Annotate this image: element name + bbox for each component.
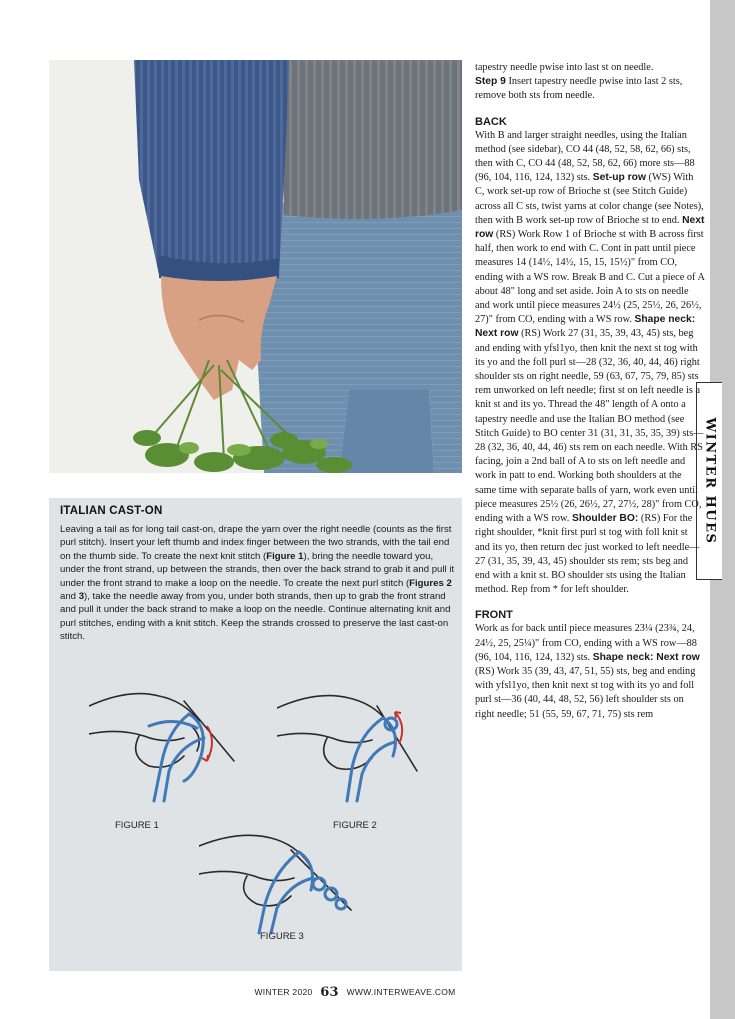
pattern-paragraph bbox=[475, 622, 705, 721]
pattern-text-column bbox=[475, 61, 705, 722]
text-run: (WS) With C, work set-up row of Brioche st (see Stitch Guide) across all C sts, twist yarns at color change (see Notes), then with B work set-up row of Brioche st to end. bbox=[475, 172, 704, 226]
figure-1-diagram bbox=[89, 686, 239, 808]
section-heading: FRONT bbox=[475, 609, 513, 622]
text-run: ), bring the needle toward you, under the front strand, up between the strands, then over the back strand to grab it and pull it under the front strand to make a loop on the needle. To create the next purl stitch ( bbox=[60, 550, 455, 589]
pattern-paragraph bbox=[475, 75, 705, 103]
figure-2-diagram bbox=[277, 686, 427, 808]
text-run: tapestry needle pwise into last st on needle. bbox=[475, 62, 654, 73]
figure-3-label: FIGURE 3 bbox=[260, 931, 304, 942]
text-run: ), take the needle away from you, under both strands, then up to grab the front strand and pull it under the back strand to make a loop on the needle. Continue alternating knit and purl stitches, ending with a knit stitch. Keep the strands crossed to preserve the last cast-on stitch. bbox=[60, 591, 451, 643]
figure-2-label: FIGURE 2 bbox=[333, 820, 377, 831]
section-tab-label: WINTER HUES bbox=[702, 417, 717, 545]
figure-1-label: FIGURE 1 bbox=[115, 820, 159, 831]
text-run: (RS) Work 27 (31, 35, 39, 43, 45) sts, beg and ending with yfsl1yo, then knit the next st tog with its yo and the foll purl st—28 (32, 36, 40, 44, 46) right shoulder sts on right needle, 59 (63, 67, 75, 79, 85) sts rem unworked on left needle; first st on left needle is a knit st and its yo. Thread the 48" length of A onto a tapestry needle and use the Italian BO method (see Stitch Guide) to BO center 31 (31, 31, 35, 35, 39) sts—28 (32, 36, 40, 44, 46) sts rem on each needle. With RS facing, join a 2nd ball of A to sts on left needle and work in patt to end. Working both shoulders at the same time with separate balls of yarn, work even until piece measures 25½ (26, 26½, 27, 27½, 28)" from CO, ending with a WS row. bbox=[475, 328, 704, 525]
sweater-photo-illustration bbox=[49, 60, 462, 473]
text-run: (RS) Work Row 1 of Brioche st with B across first half, then work to end with C. Cont in patt until piece measures 14 (14½, 14½, 15, 15, 15½)" from CO, ending with a WS row. Break B and C. Cut a piece of A about 48" long and set aside. Join A to sts on needle and work until piece measures 24½ (25, 25½, 26, 26½, 27)" from CO, ending with a WS row. bbox=[475, 229, 705, 326]
sidebar-body bbox=[60, 523, 456, 644]
figure-3-diagram bbox=[199, 828, 359, 938]
bold-term: Next row bbox=[475, 214, 705, 241]
sidebar-title: ITALIAN CAST-ON bbox=[60, 505, 163, 517]
text-run: (RS) For the right shoulder, *knit first purl st tog with foll knit st and its yo, then return dec just worked to left needle—27 (31, 35, 39, 43, 45) shoulder sts rem; sts beg and end with a knit st. BO shoulder sts using the Italian method. Rep from * for left shoulder. bbox=[475, 513, 700, 596]
page-footer bbox=[0, 985, 710, 1000]
bold-term: Step 9 bbox=[475, 76, 506, 88]
text-run: Leaving a tail as for long tail cast-on, drape the yarn over the right needle (counts as the first purl stitch). Insert your left thumb and index finger between the two strands, with the tail end on the thumb side. To create the next knit stitch ( bbox=[60, 524, 452, 562]
footer-issue: WINTER 2020 bbox=[254, 987, 313, 997]
footer-website: WWW.INTERWEAVE.COM bbox=[346, 987, 456, 997]
pattern-paragraph bbox=[475, 61, 705, 75]
section-heading: BACK bbox=[475, 115, 507, 128]
bold-term: Figures 2 bbox=[409, 577, 452, 589]
bold-term: Shoulder BO: bbox=[571, 513, 639, 525]
text-run: With B and larger straight needles, using the Italian method (see sidebar), CO 44 (48, 52, 58, 62, 66) sts, then with C, CO 44 (48, 52, 58, 62, 66) more sts—88 (96, 104, 116, 124, 132) sts. bbox=[475, 129, 695, 184]
bold-term: 3 bbox=[78, 591, 85, 603]
bold-term: Shape neck: Next row bbox=[475, 314, 696, 340]
text-run: Work as for back until piece measures 23¼ (23¾, 24, 24½, 25, 25¼)" from CO, ending with a WS row—88 (96, 104, 116, 124, 132) sts. bbox=[475, 623, 697, 663]
bold-term: Shape neck: Next row bbox=[592, 651, 700, 663]
pattern-paragraph bbox=[475, 129, 705, 598]
page-number: 63 bbox=[320, 985, 339, 1000]
bold-term: Figure 1 bbox=[266, 550, 304, 562]
italian-cast-on-sidebar bbox=[49, 498, 462, 971]
bold-term: Set-up row bbox=[592, 172, 646, 184]
text-run: Insert tapestry needle pwise into last 2 sts, remove both sts from needle. bbox=[475, 76, 683, 102]
text-run: (RS) Work 35 (39, 43, 47, 51, 55) sts, beg and ending with yfsl1yo, then knit next st tog with its yo and foll purl st—36 (40, 44, 48, 52, 56) left shoulder sts on right needle; 51 (55, 59, 67, 71, 75) sts rem bbox=[475, 665, 696, 720]
sweater-photo bbox=[49, 60, 462, 473]
text-run: and bbox=[60, 591, 79, 603]
